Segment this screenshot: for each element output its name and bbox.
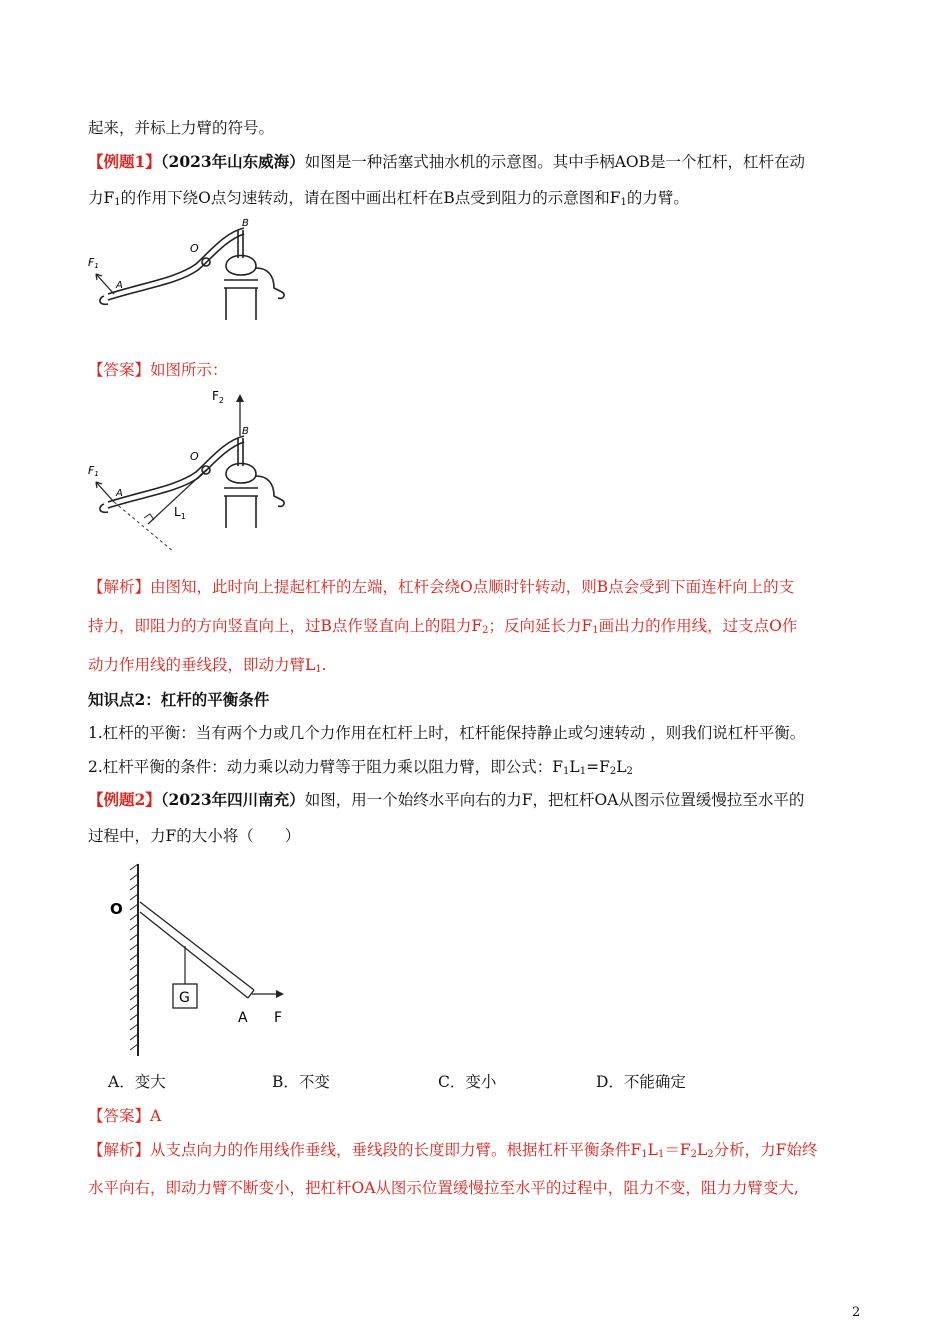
- fig2-label-f1: F1: [88, 464, 99, 478]
- knowledge2-item1: 1.杠杆的平衡：当有两个力或几个力作用在杠杆上时，杠杆能保持静止或匀速转动 ，则我们说杠杆平衡。: [88, 724, 806, 742]
- knowledge2-sub1: 1: [563, 766, 570, 777]
- page-number: 2: [852, 1305, 861, 1320]
- analysis2-sub3: 2: [690, 1149, 697, 1160]
- fig3-label-a: A: [238, 1010, 248, 1026]
- analysis1-line1: [88, 575, 794, 599]
- example1-tag: 【例题1】: [88, 152, 161, 171]
- knowledge2-heading: 知识点2：杠杆的平衡条件: [88, 690, 270, 709]
- analysis2-text1-b: L: [647, 1141, 658, 1159]
- analysis1-tag: 【解析】: [88, 578, 151, 596]
- fig2-label-l1: $L_1$: [174, 505, 186, 521]
- example2-line2: 过程中，力F的大小将（ ）: [88, 827, 301, 845]
- fig3-label-f: F: [274, 1010, 283, 1026]
- analysis1-text1: 由图知，此时向上提起杠杆的左端，杠杆会绕O点顺时针转动，则B点会受到下面连杆向上的支: [150, 578, 795, 596]
- knowledge2-item2-c: =F: [586, 758, 610, 776]
- choice-c: C．变小: [438, 1073, 497, 1091]
- answer2-line: [88, 1104, 161, 1128]
- analysis1-line3: [88, 653, 327, 682]
- knowledge2-item2: [88, 755, 633, 784]
- knowledge2-item2-a: 2.杠杆平衡的条件：动力乘以动力臂等于阻力乘以阻力臂，即公式：F: [88, 758, 564, 776]
- example1-line2: [88, 186, 689, 215]
- analysis2-line1: [88, 1138, 817, 1167]
- example1-text2-a: 力F: [88, 189, 115, 207]
- example1-text1: 如图是一种活塞式抽水机的示意图。其中手柄AOB是一个杠杆，杠杆在动: [304, 153, 805, 171]
- lever-figure: [100, 860, 300, 1060]
- analysis1-text2-a: 持力，即阻力的方向竖直向上，过B点作竖直向上的阻力F: [88, 617, 483, 635]
- analysis2-line2: 水平向右，即动力臂不断变小，把杠杆OA从图示位置缓慢拉至水平的过程中，阻力不变，阻力力臂变大,: [88, 1179, 799, 1197]
- fig3-label-g: G: [179, 990, 190, 1006]
- knowledge2-sub2: 1: [579, 766, 587, 777]
- example2-source: （2023年四川南充）: [160, 790, 305, 809]
- fig1-label-f1: F1: [88, 256, 99, 270]
- example1-sub2: 1: [620, 197, 627, 208]
- analysis2-tag: 【解析】: [88, 1141, 151, 1159]
- choice-b: B．不变: [272, 1073, 330, 1091]
- intro-text: 起来，并标上力臂的符号。: [88, 119, 275, 137]
- example2-line1: [88, 788, 804, 812]
- analysis2-sub4: 2: [707, 1149, 714, 1160]
- fig1-label-b: B: [242, 218, 249, 229]
- example1-line1: [88, 150, 805, 174]
- knowledge2-item2-d: L: [616, 758, 627, 776]
- example1-text2-b: 的作用下绕O点匀速转动，请在图中画出杠杆在B点受到阻力的示意图和F: [120, 189, 621, 207]
- choice-a: A．变大: [108, 1073, 166, 1091]
- analysis1-sub2: 1: [592, 625, 599, 636]
- example2-tag: 【例题2】: [88, 790, 161, 809]
- example1-sub1: 1: [114, 197, 121, 208]
- analysis2-sub2: 1: [657, 1149, 665, 1160]
- analysis1-text3-a: 动力作用线的垂线段，即动力臂L: [88, 656, 316, 674]
- analysis1-text2-b: ；反向延长力F: [488, 617, 593, 635]
- example1-source: （2023年山东威海）: [160, 152, 305, 171]
- example1-text2-c: 的力臂。: [626, 189, 689, 207]
- analysis1-sub3: 1: [315, 664, 322, 675]
- analysis1-sub1: 2: [482, 625, 489, 636]
- analysis2-text1-a: 从支点向力的作用线作垂线，垂线段的长度即力臂。根据杠杆平衡条件F: [150, 1141, 642, 1159]
- choice-d: D．不能确定: [596, 1073, 686, 1091]
- pump-figure: [86, 216, 296, 320]
- analysis2-sub1: 1: [641, 1149, 648, 1160]
- knowledge2-item2-b: L: [569, 758, 580, 776]
- knowledge2-sub4: 2: [626, 766, 633, 777]
- analysis1-text3-b: .: [321, 656, 327, 674]
- fig3-label-o: O: [110, 900, 123, 918]
- answer2-tag: 【答案】: [88, 1107, 151, 1125]
- pump-answer-figure: [86, 384, 296, 556]
- fig2-label-a: A: [116, 488, 123, 499]
- analysis2-text1-d: L: [696, 1141, 708, 1159]
- answer1-tag: 【答案】: [88, 361, 151, 379]
- analysis1-line2: [88, 614, 797, 643]
- fig2-label-b: B: [242, 426, 249, 437]
- fig2-label-f2: $F_2$: [212, 389, 224, 405]
- example2-text1: 如图，用一个始终水平向右的力F，把杠杆OA从图示位置缓慢拉至水平的: [304, 791, 805, 809]
- knowledge2-sub3: 2: [609, 766, 617, 777]
- answer1-line: [88, 358, 228, 382]
- analysis2-text1-e: 分析，力F始终: [713, 1141, 818, 1159]
- fig1-label-a: A: [116, 280, 123, 291]
- fig1-label-o: O: [190, 242, 199, 255]
- answer2-text: A: [150, 1107, 162, 1125]
- answer1-text: 如图所示：: [150, 361, 228, 379]
- analysis2-text1-c: ＝F: [664, 1141, 691, 1159]
- analysis1-text2-c: 画出力的作用线，过支点O作: [598, 617, 798, 635]
- fig2-label-o: O: [190, 450, 199, 463]
